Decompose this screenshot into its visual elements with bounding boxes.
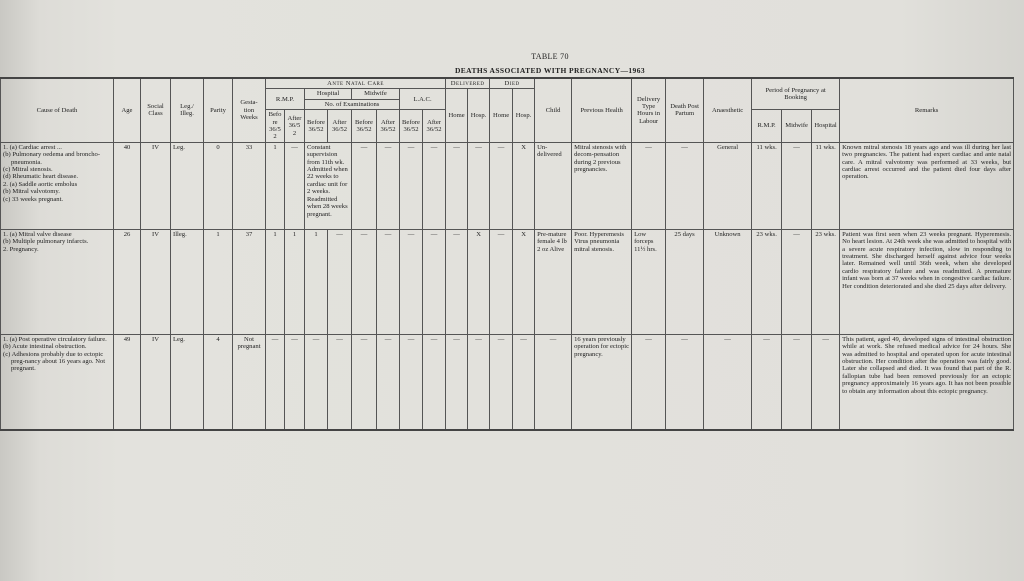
- delivered-hosp-cell: —: [468, 142, 490, 229]
- delivered-home-cell: —: [446, 142, 468, 229]
- table-row: [1, 334, 1014, 430]
- remarks-cell: This patient, aged 49, developed signs of intestinal obstruction while at work. She refused medical advice for 24 hours. She was admitted to hospital and operated upon for acute intestinal obstruction. Her condition after the operation was fairly good. Later she collapsed and died. It was found that part of the R. fallopian tube had been removed previously for an ectopic pregnancy approximately 16 years ago. It has not been possible to obtain any information about this ectopic pregnancy.: [840, 334, 1014, 430]
- leg-cell: Leg.: [171, 142, 204, 229]
- period-of-pregnancy-header: Period of Pregnancy at Booking: [752, 78, 840, 110]
- delivered-hosp-cell: X: [468, 229, 490, 334]
- booking-rmp-cell: 23 wks.: [752, 229, 782, 334]
- death-post-partum-cell: —: [666, 334, 704, 430]
- age-cell: 40: [114, 142, 141, 229]
- lac-after-header: After 36/52: [423, 110, 446, 143]
- previous-health-cell: Mitral stenosis with decom-pensation during 2 previous pregnancies.: [572, 142, 632, 229]
- delivered-hosp-cell: —: [468, 334, 490, 430]
- midwife-header: Midwife: [352, 89, 400, 99]
- table-row: [1, 142, 1014, 229]
- anaesthetic-cell: General: [704, 142, 752, 229]
- lac-header: L.A.C.: [400, 89, 446, 110]
- remarks-cell: Patient was first seen when 23 weeks pregnant. Hyperemesis. No heart lesion. At 24th week she was admitted to hospital with a severe acute respiratory infection, slow in responding to treatment. She discharged herself against advice four weeks later. Remained well until 36th week, when she developed cardio respiratory failure and was readmitted. A premature infant was born at 37 weeks when in congestive cardiac failure. Her condition deteriorated and she died 25 days after delivery.: [840, 229, 1014, 334]
- parity-header: Parity: [204, 78, 233, 142]
- midwife-after-cell: —: [377, 142, 400, 229]
- gestation-cell: 37: [233, 229, 266, 334]
- parity-cell: 1: [204, 229, 233, 334]
- lac-after-cell: —: [423, 334, 446, 430]
- booking-rmp-cell: —: [752, 334, 782, 430]
- age-header: Age: [114, 78, 141, 142]
- deaths-table: [0, 77, 1014, 431]
- booking-hospital-cell: 11 wks.: [812, 142, 840, 229]
- rmp-before-cell: 1: [266, 229, 285, 334]
- death-post-partum-cell: —: [666, 142, 704, 229]
- child-cell: Un-delivered: [535, 142, 572, 229]
- parity-cell: 0: [204, 142, 233, 229]
- died-home-header: Home: [490, 89, 513, 142]
- hospital-after-header: After 36/52: [328, 110, 352, 143]
- midwife-before-cell: —: [352, 334, 377, 430]
- remarks-header: Remarks: [840, 78, 1014, 142]
- midwife-after-cell: —: [377, 229, 400, 334]
- midwife-after-cell: —: [377, 334, 400, 430]
- rmp-after-cell: —: [285, 142, 305, 229]
- booking-hospital-cell: —: [812, 334, 840, 430]
- no-of-examinations-header: No. of Examinations: [305, 99, 400, 109]
- death-post-partum-header: Death Post Partum: [666, 78, 704, 142]
- rmp-after-header: After 36/52: [285, 110, 305, 143]
- rmp-after-cell: 1: [285, 229, 305, 334]
- gestation-cell: Not pregnant: [233, 334, 266, 430]
- leg-cell: Illeg.: [171, 229, 204, 334]
- midwife-before-header: Before 36/52: [352, 110, 377, 143]
- booking-midwife-cell: —: [782, 142, 812, 229]
- rmp-header: R.M.P.: [266, 89, 305, 110]
- died-home-cell: —: [490, 334, 513, 430]
- anaesthetic-cell: —: [704, 334, 752, 430]
- death-post-partum-cell: 25 days: [666, 229, 704, 334]
- previous-health-header: Previous Health: [572, 78, 632, 142]
- hospital-before-cell: 1: [305, 229, 328, 334]
- booking-midwife-header: Midwife: [782, 110, 812, 143]
- delivered-home-cell: —: [446, 229, 468, 334]
- lac-before-header: Before 36/52: [400, 110, 423, 143]
- lac-after-cell: —: [423, 142, 446, 229]
- ante-natal-care-header: Ante Natal Care: [266, 78, 446, 89]
- table-number: TABLE 70: [531, 52, 569, 61]
- delivered-header: Delivered: [446, 78, 490, 89]
- delivered-home-header: Home: [446, 89, 468, 142]
- cause-cell: 1. (a) Post operative circulatory failure. (b) Acute intestinal obstruction. (c) Adhesions probably due to ectopic preg-nancy about 16 years ago. Not pregnant.: [1, 334, 114, 430]
- age-cell: 49: [114, 334, 141, 430]
- rmp-before-cell: 1: [266, 142, 285, 229]
- died-home-cell: —: [490, 229, 513, 334]
- previous-health-cell: Poor. Hyperemesis Virus pneumonia mitral stenosis.: [572, 229, 632, 334]
- child-header: Child: [535, 78, 572, 142]
- cause-cell: 1. (a) Cardiac arrest ... (b) Pulmonary oedema and broncho-pneumonia. (c) Mitral stenosis. (d) Rheumatic heart disease. 2. (a) Saddle aortic embolus (b) Mitral valvotomy. (c) 33 weeks pregnant.: [1, 142, 114, 229]
- booking-hospital-cell: 23 wks.: [812, 229, 840, 334]
- hospital-before-header: Before 36/52: [305, 110, 328, 143]
- died-hosp-cell: X: [513, 142, 535, 229]
- child-cell: Pre-mature female 4 lb 2 oz Alive: [535, 229, 572, 334]
- anaesthetic-cell: Unknown: [704, 229, 752, 334]
- child-cell: —: [535, 334, 572, 430]
- delivery-type-cell: —: [632, 142, 666, 229]
- social-class-cell: IV: [141, 334, 171, 430]
- hospital-after-cell: —: [328, 229, 352, 334]
- cause-cell: 1. (a) Mitral valve disease (b) Multiple pulmonary infarcts. 2. Pregnancy.: [1, 229, 114, 334]
- booking-rmp-header: R.M.P.: [752, 110, 782, 143]
- rmp-before-cell: —: [266, 334, 285, 430]
- delivered-hosp-header: Hosp.: [468, 89, 490, 142]
- lac-before-cell: —: [400, 142, 423, 229]
- gestation-header: Gesta- tion Weeks: [233, 78, 266, 142]
- midwife-before-cell: —: [352, 229, 377, 334]
- age-cell: 26: [114, 229, 141, 334]
- social-class-cell: IV: [141, 229, 171, 334]
- cause-header: Cause of Death: [1, 78, 114, 142]
- rmp-after-cell: —: [285, 334, 305, 430]
- died-home-cell: —: [490, 142, 513, 229]
- header-row-1: [1, 78, 1014, 89]
- previous-health-cell: 16 years previously operation for ectopic pregnancy.: [572, 334, 632, 430]
- hospital-exam-cell: Constant supervision from 11th wk. Admitted when 22 weeks to cardiac unit for 2 weeks. Readmitted when 28 weeks pregnant.: [305, 142, 352, 229]
- midwife-before-cell: —: [352, 142, 377, 229]
- parity-cell: 4: [204, 334, 233, 430]
- table-title: DEATHS ASSOCIATED WITH PREGNANCY—1963: [454, 66, 646, 75]
- rmp-before-header: Before 36/52: [266, 110, 285, 143]
- delivered-home-cell: —: [446, 334, 468, 430]
- died-hosp-cell: —: [513, 334, 535, 430]
- booking-midwife-cell: —: [782, 334, 812, 430]
- midwife-after-header: After 36/52: [377, 110, 400, 143]
- remarks-cell: Known mitral stenosis 18 years ago and was ill during her last two pregnancies. The patient had expert cardiac and ante natal care. A mitral valvotomy was performed at 33 weeks, but cardiac arrest occurred and the patient died four days after operation.: [840, 142, 1014, 229]
- anaesthetic-header: Anaesthetic: [704, 78, 752, 142]
- gestation-cell: 33: [233, 142, 266, 229]
- social-class-cell: IV: [141, 142, 171, 229]
- booking-rmp-cell: 11 wks.: [752, 142, 782, 229]
- table-row: [1, 229, 1014, 334]
- hospital-header: Hospital: [305, 89, 352, 99]
- delivery-type-cell: Low forceps 11½ hrs.: [632, 229, 666, 334]
- died-hosp-cell: X: [513, 229, 535, 334]
- lac-before-cell: —: [400, 334, 423, 430]
- died-header: Died: [490, 78, 535, 89]
- booking-hospital-header: Hospital: [812, 110, 840, 143]
- leg-illeg-header: Leg./ Illeg.: [171, 78, 204, 142]
- delivery-type-header: Delivery Type Hours in Labour: [632, 78, 666, 142]
- lac-after-cell: —: [423, 229, 446, 334]
- booking-midwife-cell: —: [782, 229, 812, 334]
- lac-before-cell: —: [400, 229, 423, 334]
- social-class-header: Social Class: [141, 78, 171, 142]
- hospital-before-cell: —: [305, 334, 328, 430]
- delivery-type-cell: —: [632, 334, 666, 430]
- leg-cell: Leg.: [171, 334, 204, 430]
- hospital-after-cell: —: [328, 334, 352, 430]
- died-hosp-header: Hosp.: [513, 89, 535, 142]
